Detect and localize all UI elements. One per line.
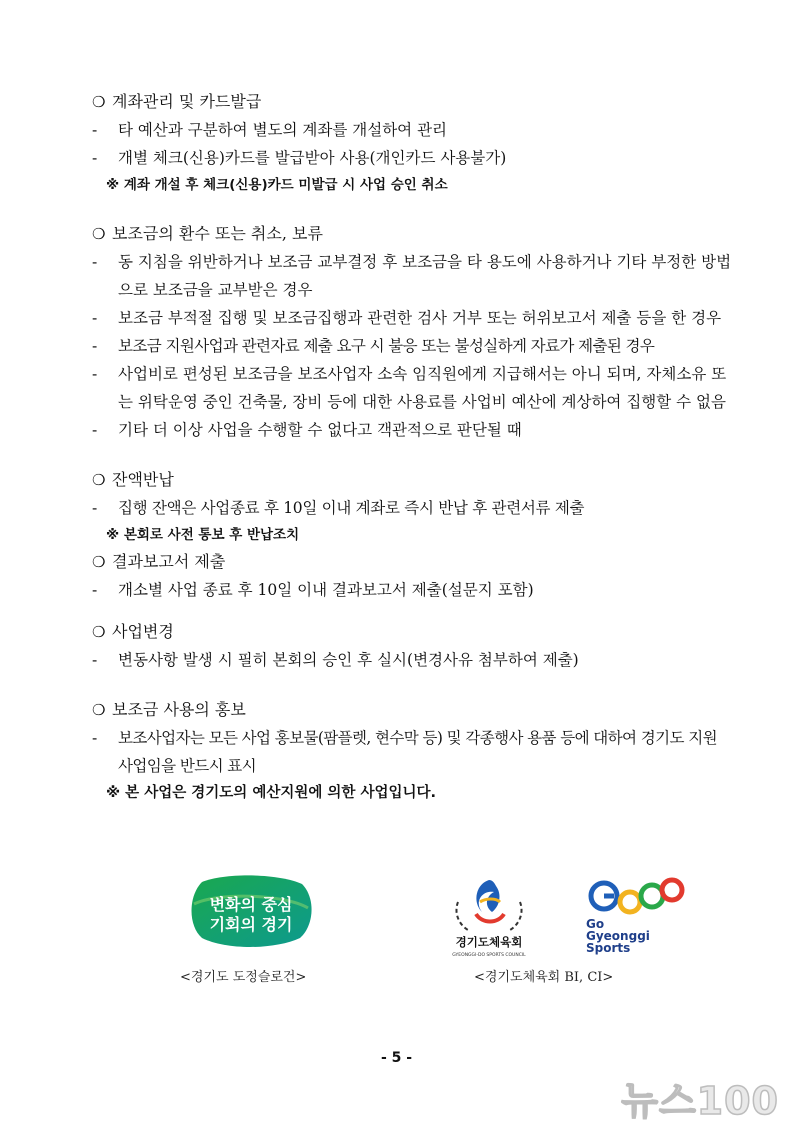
section-title: 보조금의 환수 또는 취소, 보류 [112, 224, 323, 243]
section-heading [92, 88, 732, 116]
list-item [92, 646, 732, 674]
list-item [92, 248, 732, 304]
section-title: 계좌관리 및 카드발급 [112, 92, 262, 111]
section-note: ※ 계좌 개설 후 체크(신용)카드 미발급 시 사업 승인 취소 [106, 177, 448, 193]
document-body [92, 88, 732, 806]
caption-bi-ci: <경기도체육회 BI, CI> [474, 970, 614, 985]
list-item [92, 576, 732, 604]
list-item [92, 724, 732, 780]
slogan-line1: 변화의 중심 [209, 895, 293, 914]
item-text: 보조사업자는 모든 사업 홍보물(팜플렛, 현수막 등) 및 각종행사 용품 등에 대하여 경기도 지원 사업임을 반드시 표시 [118, 729, 717, 775]
section-title: 결과보고서 제출 [112, 552, 226, 571]
circle-bullet-icon: ❍ [92, 623, 106, 641]
section-heading [92, 548, 732, 576]
item-text: 타 예산과 구분하여 별도의 계좌를 개설하여 관리 [118, 121, 448, 139]
section-note: ※ 본 사업은 경기도의 예산지원에 의한 사업입니다. [106, 785, 437, 801]
section-refund-cancel [92, 220, 732, 444]
dash-marker: - [92, 253, 98, 271]
page-number: - 5 - [380, 1050, 413, 1066]
section-heading [92, 618, 732, 646]
dash-marker: - [92, 121, 98, 139]
circle-bullet-icon: ❍ [92, 553, 106, 571]
gg-line3: Sports [586, 941, 631, 955]
list-item [92, 116, 732, 144]
dash-marker: - [92, 499, 97, 517]
item-text: 동 지침을 위반하거나 보조금 교부결정 후 보조금을 타 용도에 사용하거나 기타 부정한 방법으로 보조금을 교부받은 경우 [118, 253, 732, 299]
list-item [92, 304, 732, 332]
circle-bullet-icon: ❍ [92, 701, 106, 719]
dash-marker: - [92, 581, 98, 599]
dash-marker: - [92, 365, 98, 383]
council-name: 경기도체육회 [455, 935, 523, 949]
logo-area [0, 872, 793, 992]
list-item [92, 416, 732, 444]
dash-marker: - [92, 309, 98, 327]
item-text: 개소별 사업 종료 후 10일 이내 결과보고서 제출(설문지 포함) [118, 581, 534, 599]
gyeonggi-slogan-logo [188, 874, 314, 948]
circle-bullet-icon: ❍ [92, 93, 106, 111]
item-text: 보조금 지원사업과 관련자료 제출 요구 시 불응 또는 불성실하게 자료가 제출된 경우 [118, 337, 655, 355]
list-item [92, 144, 732, 172]
item-text: 개별 체크(신용)카드를 발급받아 사용(개인카드 사용불가) [118, 149, 507, 167]
list-item [92, 360, 732, 416]
section-heading [92, 466, 732, 494]
item-text: 사업비로 편성된 보조금을 보조사업자 소속 임직원에게 지급해서는 아니 되며, 자체소유 또는 위탁운영 중인 건축물, 장비 등에 대한 사용료를 사업비 예산에 계상하여 집행할 수 없음 [118, 365, 727, 411]
dash-marker: - [92, 729, 97, 747]
item-text: 변동사항 발생 시 필히 본회의 승인 후 실시(변경사유 첨부하여 제출) [118, 651, 579, 669]
section-title: 사업변경 [112, 622, 174, 641]
section-subsidy-promotion [92, 696, 732, 806]
section-title: 보조금 사용의 홍보 [112, 700, 246, 719]
circle-bullet-icon: ❍ [92, 471, 106, 489]
item-text: 보조금 부적절 집행 및 보조금집행과 관련한 검사 거부 또는 허위보고서 제출 등을 한 경우 [118, 309, 722, 327]
item-text: 기타 더 이상 사업을 수행할 수 없다고 객관적으로 판단될 때 [118, 421, 522, 439]
section-account-card [92, 88, 732, 198]
council-name-en: GYEONGGI-DO SPORTS COUNCIL [452, 953, 526, 958]
circle-bullet-icon: ❍ [92, 225, 106, 243]
watermark: 뉴스100 [621, 1079, 779, 1123]
list-item [92, 494, 732, 522]
slogan-line2: 기회의 경기 [209, 915, 293, 934]
section-result-report [92, 548, 732, 604]
section-heading [92, 220, 732, 248]
sports-council-ci-logo [446, 872, 532, 960]
item-text: 집행 잔액은 사업종료 후 10일 이내 계좌로 즉시 반납 후 관련서류 제출 [118, 499, 585, 517]
gg-line2: Gyeonggi [586, 929, 650, 943]
list-item [92, 332, 732, 360]
dash-marker: - [92, 337, 97, 355]
dash-marker: - [92, 149, 98, 167]
dash-marker: - [92, 651, 98, 669]
dash-marker: - [92, 421, 98, 439]
go-gyeonggi-sports-bi-logo [584, 876, 688, 956]
gg-line1: Go [586, 917, 605, 931]
section-project-change [92, 618, 732, 674]
section-note: ※ 본회로 사전 통보 후 반납조치 [106, 527, 300, 543]
caption-slogan: <경기도 도정슬로건> [180, 970, 307, 985]
section-title: 잔액반납 [112, 470, 174, 489]
section-balance-return [92, 466, 732, 548]
section-heading [92, 696, 732, 724]
